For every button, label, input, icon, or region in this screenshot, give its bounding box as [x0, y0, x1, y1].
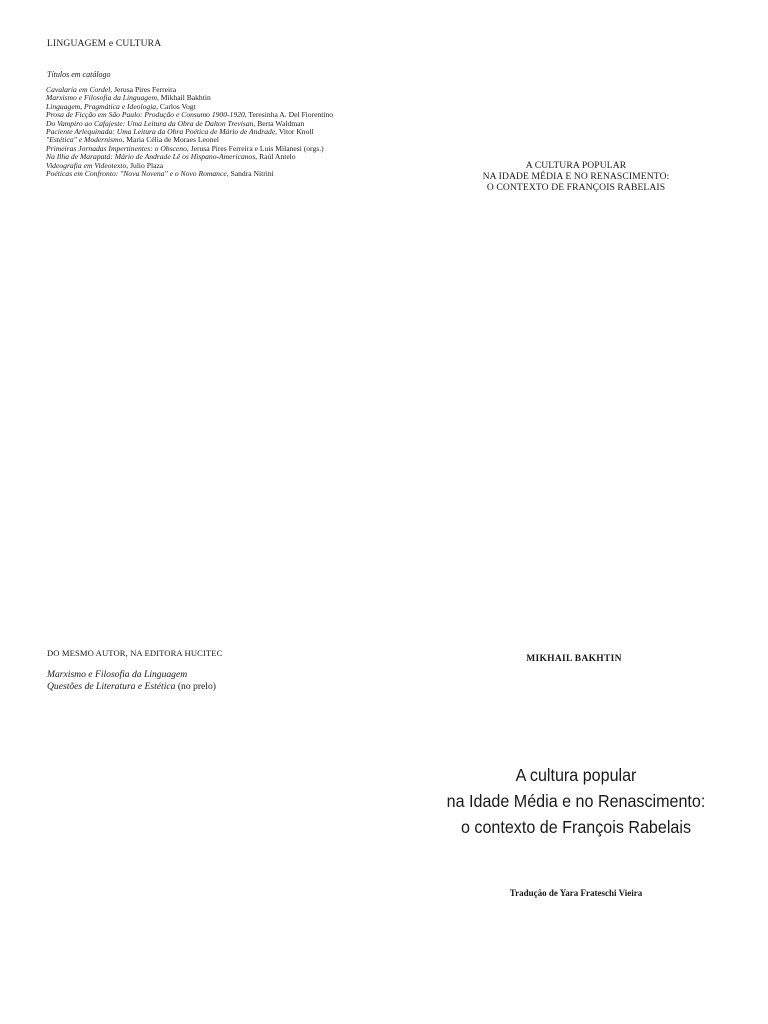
list-item: Cavalaria em Cordel, Jerusa Pires Ferreira	[46, 85, 177, 94]
list-item: Do Vampiro ao Cafajeste: Uma Leitura da Obra de Dalton Trevisan, Berta Waldman	[46, 118, 305, 128]
right-page	[384, 0, 768, 1024]
list-item: Questões de Literatura e Estética (no prelo)	[47, 681, 216, 692]
catalog-list	[46, 86, 362, 178]
list-item: Primeiras Jornadas Impertinentes: o Obsceno, Jerusa Pires Ferreira e Luis Milanesi (orgs.)	[46, 143, 324, 153]
book-title-line: na Idade Média e no Renascimento:	[446, 791, 706, 811]
catalog-heading: Títulos em catálogo	[47, 70, 111, 79]
list-item: Marxismo e Filosofia da Linguagem, Mikhail Bakhtin	[46, 93, 211, 103]
book-title	[384, 762, 768, 840]
series-title: LINGUAGEM e CULTURA	[47, 39, 162, 49]
list-item: Videografia em Videotexto, Julio Plaza	[46, 160, 164, 170]
translator-credit: Tradução de Yara Frateschi Vieira	[509, 888, 643, 898]
author-name: MIKHAIL BAKHTIN	[526, 654, 622, 664]
half-title-line: A CULTURA POPULAR	[525, 160, 627, 171]
same-author-heading: DO MESMO AUTOR, NA EDITORA HUCITEC	[47, 648, 223, 658]
list-item: Poéticas em Confronto: "Nova Novena" e o Novo Romance, Sandra Nitrini	[46, 169, 274, 179]
half-title	[384, 160, 768, 193]
list-item: "Estética" e Modernismo, Maria Célia de Moraes Leonel	[46, 135, 219, 145]
book-title-line: o contexto de François Rabelais	[461, 817, 691, 837]
same-author-list	[47, 669, 216, 693]
list-item: Paciente Arlequinada: Uma Leitura da Obra Poética de Mário de Andrade, Vitor Knoll	[46, 127, 314, 137]
list-item: Na Ilha de Marapatá: Mário de Andrade Lê os Hispano-Americanos, Raúl Antelo	[46, 152, 296, 162]
half-title-line: NA IDADE MÉDIA E NO RENASCIMENTO:	[482, 171, 670, 182]
book-title-line: A cultura popular	[515, 765, 637, 785]
list-item: Linguagem, Pragmática e Ideologia, Carlos Vogt	[46, 101, 196, 111]
list-item: Marxismo e Filosofia da Linguagem	[47, 669, 188, 680]
half-title-line: O CONTEXTO DE FRANÇOIS RABELAIS	[486, 182, 666, 193]
list-item: Prosa de Ficção em São Paulo: Produção e Consumo 1900-1920, Teresinha A. Del Fiorentino	[46, 110, 334, 120]
